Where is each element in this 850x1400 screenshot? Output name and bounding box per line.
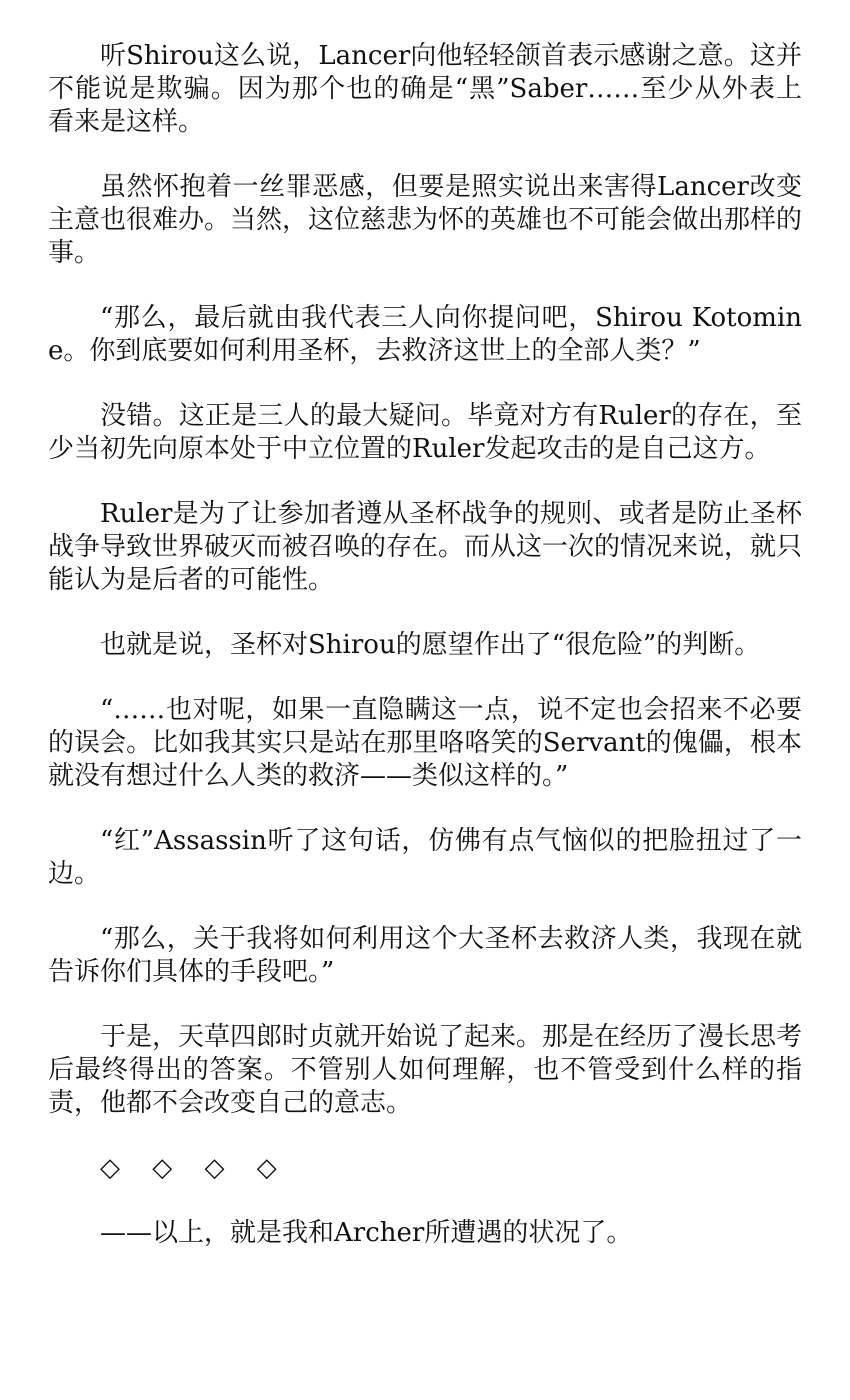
document-page [48,40,802,1250]
paragraph: “那么，最后就由我代表三人向你提问吧，Shirou Kotomine。你到底要如何利用圣杯，去救济这世上的全部人类？” [48,303,802,366]
paragraph: 没错。这正是三人的最大疑问。毕竟对方有Ruler的存在，至少当初先向原本处于中立位置的Ruler发起攻击的是自己这方。 [48,401,802,464]
closing-paragraph: ——以上，就是我和Archer所遭遇的状况了。 [100,1218,633,1248]
paragraph: 也就是说，圣杯对Shirou的愿望作出了“很危险”的判断。 [100,630,761,660]
paragraph: “那么，关于我将如何利用这个大圣杯去救济人类，我现在就告诉你们具体的手段吧。” [48,924,802,987]
scene-separator: ◇ ◇ ◇ ◇ [100,1153,289,1183]
paragraph: 虽然怀抱着一丝罪恶感，但要是照实说出来害得Lancer改变主意也很难办。当然，这位慈悲为怀的英雄也不可能会做出那样的事。 [48,172,803,268]
paragraph: “……也对呢，如果一直隐瞒这一点，说不定也会招来不必要的误会。比如我其实只是站在那里咯咯笑的Servant的傀儡，根本就没有想过什么人类的救济——类似这样的。” [48,695,802,791]
paragraph: 听Shirou这么说，Lancer向他轻轻颌首表示感谢之意。这并不能说是欺骗。因为那个也的确是“黑”Saber……至少从外表上看来是这样。 [48,41,802,137]
paragraph: “红”Assassin听了这句话，仿佛有点气恼似的把脸扭过了一边。 [48,826,802,889]
paragraph: Ruler是为了让参加者遵从圣杯战争的规则、或者是防止圣杯战争导致世界破灭而被召唤的存在。而从这一次的情况来说，就只能认为是后者的可能性。 [48,499,803,595]
paragraph: 于是，天草四郎时贞就开始说了起来。那是在经历了漫长思考后最终得出的答案。不管别人如何理解，也不管受到什么样的指责，他都不会改变自己的意志。 [48,1022,803,1118]
